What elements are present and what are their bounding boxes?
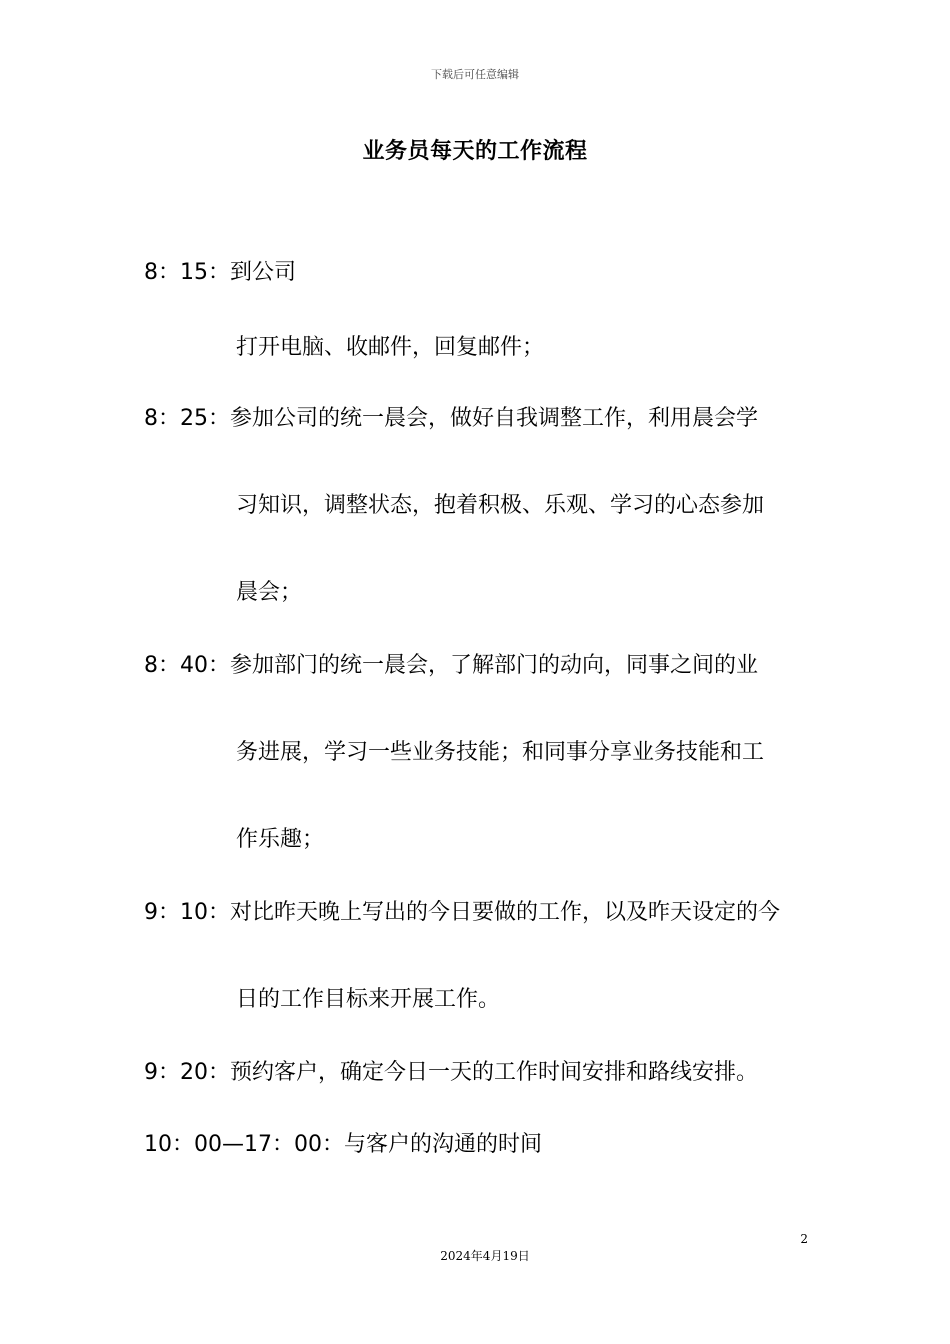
- schedule-line-0920: 9：20：预约客户，确定今日一天的工作时间安排和路线安排。: [144, 1060, 758, 1085]
- header-note: 下载后可任意编辑: [431, 68, 519, 81]
- schedule-line-0825-cont-2: 晨会；: [236, 580, 303, 605]
- schedule-line-0815: 8：15：到公司: [144, 260, 296, 285]
- schedule-line-0840-cont-2: 作乐趣；: [236, 827, 325, 852]
- page-number: 2: [800, 1232, 808, 1246]
- schedule-line-1000-1700: 10：00—17：00：与客户的沟通的时间: [144, 1132, 542, 1157]
- schedule-line-0840: 8：40：参加部门的统一晨会，了解部门的动向，同事之间的业: [144, 653, 758, 678]
- document-title: 业务员每天的工作流程: [362, 139, 588, 164]
- schedule-line-0825-cont-1: 习知识，调整状态，抱着积极、乐观、学习的心态参加: [236, 493, 765, 518]
- schedule-line-0910: 9：10：对比昨天晚上写出的今日要做的工作，以及昨天设定的今: [144, 900, 780, 925]
- schedule-line-0910-cont-1: 日的工作目标来开展工作。: [236, 987, 501, 1012]
- schedule-line-0840-cont-1: 务进展，学习一些业务技能；和同事分享业务技能和工: [236, 740, 765, 765]
- schedule-line-0815-detail: 打开电脑、收邮件，回复邮件；: [236, 335, 545, 360]
- schedule-line-0825: 8：25：参加公司的统一晨会，做好自我调整工作，利用晨会学: [144, 406, 758, 431]
- footer-date: 2024年4月19日: [440, 1249, 530, 1263]
